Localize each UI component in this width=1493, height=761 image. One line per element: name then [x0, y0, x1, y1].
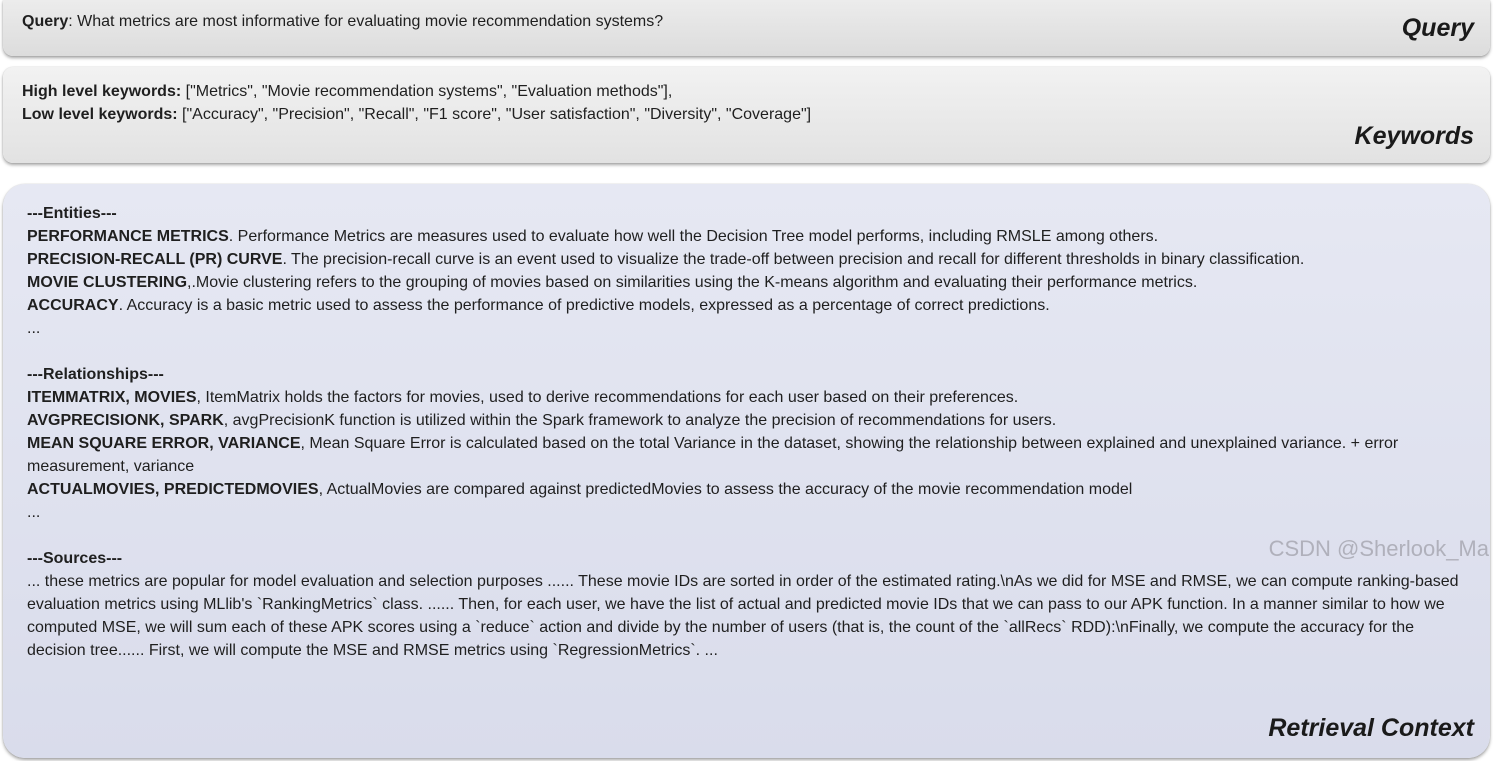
entity-name: MOVIE CLUSTERING: [27, 274, 188, 291]
entity-item: [27, 225, 1467, 248]
entity-item: [27, 271, 1467, 294]
retrieval-context-body: [27, 202, 1467, 662]
sources-header: ---Sources---: [27, 550, 123, 567]
watermark: CSDN @Sherlook_Ma: [1268, 536, 1489, 561]
keywords-list: [22, 80, 811, 126]
entity-name: PERFORMANCE METRICS: [27, 228, 229, 245]
entity-item: [27, 294, 1467, 317]
low-level-label: Low level keywords:: [22, 106, 178, 123]
retrieval-context-label: Retrieval Context: [1268, 714, 1474, 742]
relationship-item: [27, 409, 1467, 432]
entities-ellipsis: ...: [27, 320, 41, 337]
high-level-keywords: [22, 80, 811, 103]
query-text: [22, 13, 663, 31]
entity-description: . Performance Metrics are measures used to evaluate how well the Decision Tree model performs, including RMSLE among others.: [228, 228, 1159, 245]
relationship-name: MEAN SQUARE ERROR, VARIANCE: [27, 435, 301, 452]
entity-description: . The precision-recall curve is an event used to visualize the trade-off between precision and recall for different thresholds in binary classification.: [282, 251, 1305, 268]
high-level-value: ["Metrics", "Movie recommendation systems", "Evaluation methods"],: [181, 83, 673, 100]
relationships-header: ---Relationships---: [27, 366, 164, 383]
relationship-name: AVGPRECISIONK, SPARK: [27, 412, 224, 429]
relationship-name: ITEMMATRIX, MOVIES: [27, 389, 197, 406]
relationship-description: , ActualMovies are compared against predictedMovies to assess the accuracy of the movie recommendation model: [318, 481, 1133, 498]
relationship-item: [27, 432, 1467, 478]
relationship-description: , Mean Square Error is calculated based on the total Variance in the dataset, showing the relationship between explained and unexplained variance. + error measurement, variance: [27, 435, 1399, 475]
entity-description: . Accuracy is a basic metric used to assess the performance of predictive models, expressed as a percentage of correct predictions.: [118, 297, 1050, 314]
entities-header: ---Entities---: [27, 205, 117, 222]
entity-item: [27, 248, 1467, 271]
query-label: Query: [1401, 14, 1474, 42]
keywords-panel: [3, 67, 1490, 163]
relationship-description: , avgPrecisionK function is utilized within the Spark framework to analyze the precision of recommendations for users.: [223, 412, 1057, 429]
query-prefix: Query: [22, 13, 69, 30]
relationship-description: , ItemMatrix holds the factors for movies, used to derive recommendations for each user based on their preferences.: [196, 389, 1019, 406]
retrieval-context-panel: [3, 184, 1490, 758]
relationships-ellipsis: ...: [27, 504, 41, 521]
query-question: : What metrics are most informative for evaluating movie recommendation systems?: [68, 13, 664, 30]
entity-description: ,.Movie clustering refers to the grouping of movies based on similarities using the K-means algorithm and evaluating their performance metrics.: [187, 274, 1198, 291]
high-level-label: High level keywords:: [22, 83, 182, 100]
keywords-label: Keywords: [1354, 122, 1474, 150]
entity-name: ACCURACY: [27, 297, 119, 314]
sources-text: ... these metrics are popular for model evaluation and selection purposes ...... These movie IDs are sorted in order of the estimated rating.\nAs we did for MSE and RMSE, we can compute ranking-based evaluation metrics using MLlib's `RankingMetrics` class. ...... Then, for each user, we have the list of actual and predicted movie IDs that we can pass to our APK function. In a manner similar to how we computed MSE, we will sum each of these APK scores using a `reduce` action and divide by the number of users (that is, the count of the `allRecs` RDD):\nFinally, we compute the accuracy for the decision tree...... First, we will compute the MSE and RMSE metrics using `RegressionMetrics`. ...: [27, 573, 1459, 659]
relationship-name: ACTUALMOVIES, PREDICTEDMOVIES: [27, 481, 319, 498]
relationship-item: [27, 386, 1467, 409]
query-panel: [3, 0, 1490, 56]
relationship-item: [27, 478, 1467, 501]
low-level-keywords: [22, 103, 811, 126]
entity-name: PRECISION-RECALL (PR) CURVE: [27, 251, 283, 268]
low-level-value: ["Accuracy", "Precision", "Recall", "F1 score", "User satisfaction", "Diversity", "Coverage"]: [177, 106, 812, 123]
